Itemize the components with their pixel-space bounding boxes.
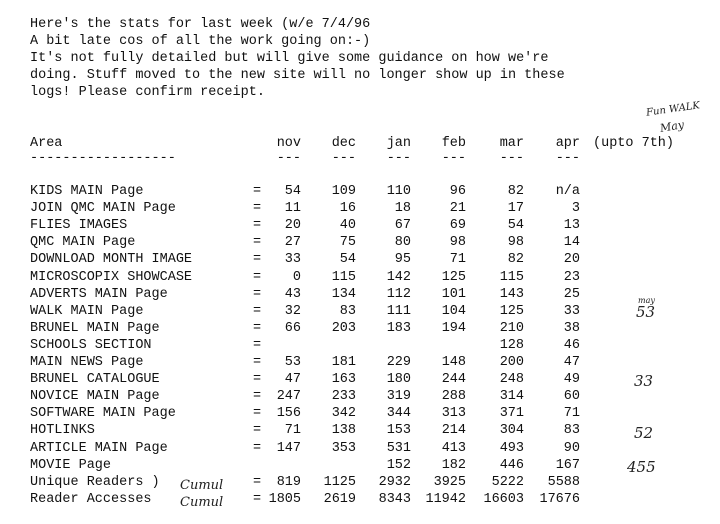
row-value-apr: 71 xyxy=(563,406,580,422)
row-area-label: SOFTWARE MAIN Page xyxy=(30,406,176,422)
col-underline: --- xyxy=(499,151,524,166)
row-value-mar: 248 xyxy=(499,372,524,388)
row-area-label: BRUNEL MAIN Page xyxy=(30,320,160,336)
row-value-apr: 20 xyxy=(563,252,580,268)
row-value-nov: 71 xyxy=(284,423,301,439)
row-value-apr: 167 xyxy=(555,457,580,473)
row-area-label: QMC MAIN Page xyxy=(30,235,136,251)
month-header-mar: mar xyxy=(499,136,524,151)
row-value-mar: 200 xyxy=(499,355,524,370)
row-value-jan: 531 xyxy=(386,440,411,456)
row-value-nov: 0 xyxy=(292,269,301,285)
month-header-jan: jan xyxy=(386,136,411,151)
row-value-nov: 147 xyxy=(276,440,301,456)
col-underline: --- xyxy=(331,151,356,166)
row-value-feb: 69 xyxy=(449,218,466,234)
row-value-mar: 5222 xyxy=(491,474,524,490)
row-value-mar: 210 xyxy=(499,320,524,336)
row-value-dec: 109 xyxy=(331,184,356,199)
row-value-mar: 125 xyxy=(499,303,524,319)
row-area-label: HOTLINKS xyxy=(30,423,95,439)
row-value-dec: 181 xyxy=(331,355,356,370)
row-value-jan: 110 xyxy=(386,184,411,199)
row-value-apr: 17676 xyxy=(539,491,580,507)
row-value-feb: 3925 xyxy=(433,474,466,490)
row-value-jan: 152 xyxy=(386,457,411,473)
row-value-dec: 40 xyxy=(339,218,356,234)
table-row xyxy=(0,492,720,509)
row-area-label: SCHOOLS SECTION xyxy=(30,337,152,353)
intro-line-3: It's not fully detailed but will give some guidance on how we're xyxy=(30,51,549,66)
row-value-nov: 33 xyxy=(284,252,301,268)
handwritten-cumul-1: Cumul xyxy=(180,478,224,493)
table-row xyxy=(0,252,720,269)
row-value-apr: 90 xyxy=(563,440,580,456)
table-header-underline xyxy=(0,151,720,167)
row-value-jan: 319 xyxy=(386,389,411,405)
row-value-feb: 148 xyxy=(441,355,466,370)
row-equals-sign: = xyxy=(253,440,262,456)
row-value-apr: 49 xyxy=(563,372,580,388)
row-value-dec: 163 xyxy=(331,372,356,388)
table-row xyxy=(0,287,720,304)
row-equals-sign: = xyxy=(253,286,262,302)
table-row xyxy=(0,201,720,218)
handwritten-movie-value: 455 xyxy=(627,458,656,476)
row-value-dec: 353 xyxy=(331,440,356,456)
row-value-nov: 11 xyxy=(284,201,301,217)
intro-line-1: Here's the stats for last week (w/e 7/4/96 xyxy=(30,17,371,32)
row-value-jan: 229 xyxy=(386,355,411,370)
row-value-feb: 313 xyxy=(441,406,466,422)
row-value-mar: 304 xyxy=(499,423,524,439)
row-value-feb: 11942 xyxy=(425,491,466,507)
table-row xyxy=(0,458,720,475)
row-equals-sign: = xyxy=(253,303,262,319)
row-equals-sign: = xyxy=(253,389,262,405)
row-value-mar: 446 xyxy=(499,457,524,473)
row-value-nov: 32 xyxy=(284,303,301,319)
row-value-dec: 16 xyxy=(339,201,356,217)
table-row xyxy=(0,270,720,287)
row-value-jan: 67 xyxy=(394,218,411,234)
row-value-mar: 128 xyxy=(499,337,524,353)
row-value-dec: 203 xyxy=(331,320,356,336)
row-area-label: FLIES IMAGES xyxy=(30,218,128,234)
row-value-nov: 819 xyxy=(276,474,301,490)
row-value-nov: 20 xyxy=(284,218,301,234)
area-header: Area xyxy=(30,136,63,151)
row-value-feb: 244 xyxy=(441,372,466,388)
row-value-apr: 38 xyxy=(563,320,580,336)
upto-note: (upto 7th) xyxy=(593,136,675,151)
row-value-feb: 194 xyxy=(441,320,466,336)
row-value-feb: 413 xyxy=(441,440,466,456)
row-value-feb: 101 xyxy=(441,286,466,302)
row-value-apr: 47 xyxy=(563,355,580,370)
row-value-dec: 115 xyxy=(331,269,356,285)
row-value-jan: 142 xyxy=(386,269,411,285)
col-underline: --- xyxy=(386,151,411,166)
row-value-mar: 98 xyxy=(507,235,524,251)
month-header-dec: dec xyxy=(331,136,356,151)
handwritten-walk-small: may xyxy=(638,296,655,305)
row-value-feb: 71 xyxy=(449,252,466,268)
row-value-nov: 53 xyxy=(284,355,301,370)
row-area-label: KIDS MAIN Page xyxy=(30,184,144,199)
col-underline: --- xyxy=(276,151,301,166)
month-header-nov: nov xyxy=(276,136,301,151)
row-value-jan: 80 xyxy=(394,235,411,251)
row-value-nov: 247 xyxy=(276,389,301,405)
row-value-dec: 2619 xyxy=(323,491,356,507)
row-value-apr: 83 xyxy=(563,423,580,439)
row-value-feb: 98 xyxy=(449,235,466,251)
row-value-nov: 66 xyxy=(284,320,301,336)
row-value-apr: 23 xyxy=(563,269,580,285)
row-value-dec: 134 xyxy=(331,286,356,302)
table-row xyxy=(0,372,720,389)
row-value-apr: n/a xyxy=(555,184,580,199)
row-equals-sign: = xyxy=(253,269,262,285)
row-value-mar: 314 xyxy=(499,389,524,405)
row-equals-sign: = xyxy=(253,406,262,422)
table-row xyxy=(0,184,720,201)
row-area-label: ARTICLE MAIN Page xyxy=(30,440,168,456)
table-row xyxy=(0,441,720,458)
row-area-label: ADVERTS MAIN Page xyxy=(30,286,168,302)
row-area-label: Reader Accesses xyxy=(30,491,152,507)
intro-line-5: logs! Please confirm receipt. xyxy=(30,85,265,100)
row-value-apr: 14 xyxy=(563,235,580,251)
row-area-label: WALK MAIN Page xyxy=(30,303,144,319)
table-row xyxy=(0,406,720,423)
row-value-nov: 43 xyxy=(284,286,301,302)
row-value-apr: 5588 xyxy=(547,474,580,490)
row-value-jan: 180 xyxy=(386,372,411,388)
table-row xyxy=(0,304,720,321)
row-equals-sign: = xyxy=(253,337,262,353)
row-value-mar: 371 xyxy=(499,406,524,422)
row-equals-sign: = xyxy=(253,423,262,439)
handwritten-walk-value: 53 xyxy=(636,303,656,321)
row-area-label: BRUNEL CATALOGUE xyxy=(30,372,160,388)
row-value-jan: 8343 xyxy=(378,491,411,507)
row-value-mar: 17 xyxy=(507,201,524,217)
row-value-mar: 493 xyxy=(499,440,524,456)
area-underline: ------------------ xyxy=(30,151,176,166)
row-value-nov: 47 xyxy=(284,372,301,388)
handwritten-hotlinks-value: 52 xyxy=(634,424,654,442)
handwritten-catalogue-value: 33 xyxy=(634,372,654,390)
row-area-label: JOIN QMC MAIN Page xyxy=(30,201,176,217)
handwritten-note-may: May xyxy=(659,118,685,135)
row-value-jan: 18 xyxy=(394,201,411,217)
row-value-dec: 233 xyxy=(331,389,356,405)
row-value-jan: 344 xyxy=(386,406,411,422)
row-value-jan: 111 xyxy=(386,303,411,319)
row-value-jan: 183 xyxy=(386,320,411,336)
row-area-label: MAIN NEWS Page xyxy=(30,355,144,370)
row-value-mar: 82 xyxy=(507,184,524,199)
row-equals-sign: = xyxy=(253,201,262,217)
row-area-label: Unique Readers ) xyxy=(30,474,160,490)
row-value-jan: 95 xyxy=(394,252,411,268)
row-value-feb: 125 xyxy=(441,269,466,285)
table-row xyxy=(0,218,720,235)
intro-line-2: A bit late cos of all the work going on:-) xyxy=(30,34,371,49)
row-value-dec: 342 xyxy=(331,406,356,422)
row-area-label: MOVIE Page xyxy=(30,457,112,473)
row-equals-sign: = xyxy=(253,235,262,251)
row-value-apr: 13 xyxy=(563,218,580,234)
row-value-nov: 54 xyxy=(284,184,301,199)
row-value-nov: 27 xyxy=(284,235,301,251)
row-equals-sign: = xyxy=(253,184,262,199)
row-equals-sign: = xyxy=(253,355,262,370)
row-value-feb: 104 xyxy=(441,303,466,319)
row-equals-sign: = xyxy=(253,320,262,336)
table-header xyxy=(0,136,720,152)
table-row xyxy=(0,338,720,355)
row-value-feb: 182 xyxy=(441,457,466,473)
col-underline: --- xyxy=(555,151,580,166)
handwritten-cumul-2: Cumul xyxy=(180,495,224,510)
row-equals-sign: = xyxy=(253,372,262,388)
row-value-feb: 96 xyxy=(449,184,466,199)
row-value-dec: 1125 xyxy=(323,474,356,490)
row-area-label: DOWNLOAD MONTH IMAGE xyxy=(30,252,193,268)
row-value-mar: 143 xyxy=(499,286,524,302)
handwritten-note-fun-walk: Fun WALK xyxy=(645,100,701,119)
col-underline: --- xyxy=(441,151,466,166)
row-value-mar: 82 xyxy=(507,252,524,268)
row-value-mar: 115 xyxy=(499,269,524,285)
intro-line-4: doing. Stuff moved to the new site will no longer show up in these xyxy=(30,68,565,83)
row-area-label: MICROSCOPIX SHOWCASE xyxy=(30,269,193,285)
row-value-apr: 3 xyxy=(571,201,580,217)
row-value-dec: 83 xyxy=(339,303,356,319)
row-value-apr: 46 xyxy=(563,337,580,353)
row-value-jan: 153 xyxy=(386,423,411,439)
row-value-jan: 2932 xyxy=(378,474,411,490)
table-row xyxy=(0,235,720,252)
table-row xyxy=(0,423,720,440)
row-equals-sign: = xyxy=(253,218,262,234)
row-equals-sign: = xyxy=(253,491,262,507)
row-value-apr: 25 xyxy=(563,286,580,302)
table-row xyxy=(0,321,720,338)
row-equals-sign: = xyxy=(253,474,262,490)
month-header-apr: apr xyxy=(555,136,580,151)
row-value-nov: 1805 xyxy=(268,491,301,507)
month-header-feb: feb xyxy=(441,136,466,151)
row-value-mar: 54 xyxy=(507,218,524,234)
row-value-dec: 54 xyxy=(339,252,356,268)
intro-text xyxy=(30,16,565,101)
row-value-feb: 288 xyxy=(441,389,466,405)
row-value-dec: 75 xyxy=(339,235,356,251)
table-row xyxy=(0,355,720,372)
row-value-apr: 60 xyxy=(563,389,580,405)
row-value-nov: 156 xyxy=(276,406,301,422)
row-area-label: NOVICE MAIN Page xyxy=(30,389,160,405)
row-value-dec: 138 xyxy=(331,423,356,439)
row-equals-sign: = xyxy=(253,252,262,268)
row-value-apr: 33 xyxy=(563,303,580,319)
table-row xyxy=(0,475,720,492)
row-value-jan: 112 xyxy=(386,286,411,302)
row-value-feb: 21 xyxy=(449,201,466,217)
row-value-mar: 16603 xyxy=(483,491,524,507)
row-value-feb: 214 xyxy=(441,423,466,439)
table-row xyxy=(0,389,720,406)
